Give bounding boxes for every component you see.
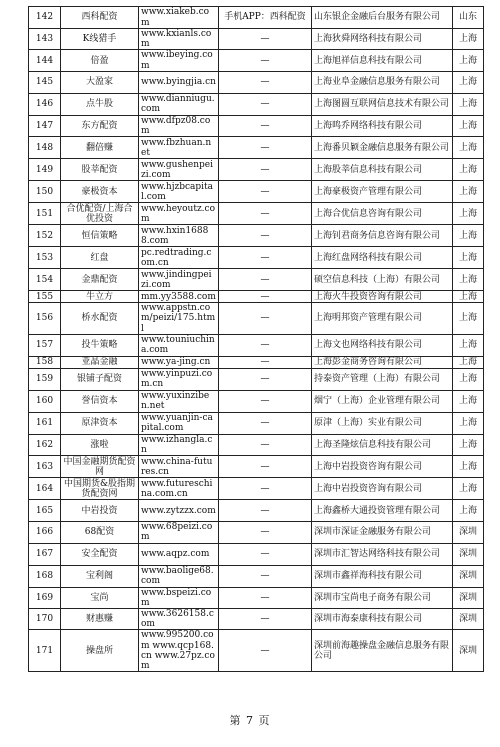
region-cell: 上海: [453, 456, 484, 478]
platform-name-cell: K线猎手: [61, 29, 139, 50]
website-cell: www.kxianls.com: [139, 29, 219, 50]
platform-name-cell: 银铺子配资: [61, 368, 139, 390]
region-cell: 上海: [453, 356, 484, 368]
company-name-cell: 深圳市宝尚电子商务有限公司: [312, 587, 453, 608]
table-row: [29, 115, 484, 136]
app-info-cell: —: [219, 269, 312, 291]
website-cell: www.yuxinziben.net: [139, 390, 219, 412]
website-cell: www.3626158.com: [139, 609, 219, 630]
table-row: [29, 303, 484, 335]
app-info-cell: —: [219, 115, 312, 136]
table-row: [29, 159, 484, 181]
platform-name-cell: 翻倍赚: [61, 137, 139, 159]
app-info-cell: —: [219, 356, 312, 368]
table-row: [29, 587, 484, 608]
region-cell: 上海: [453, 303, 484, 335]
row-number-cell: 150: [29, 181, 61, 203]
table-row: [29, 543, 484, 565]
table-row: [29, 390, 484, 412]
row-number-cell: 169: [29, 587, 61, 608]
company-name-cell: 上海明邦资产管理有限公司: [312, 303, 453, 335]
app-info-cell: —: [219, 71, 312, 93]
table-row: [29, 630, 484, 672]
row-number-cell: 151: [29, 203, 61, 225]
table-row: [29, 291, 484, 303]
row-number-cell: 158: [29, 356, 61, 368]
region-cell: 山东: [453, 7, 484, 29]
table-row: [29, 356, 484, 368]
row-number-cell: 163: [29, 456, 61, 478]
app-info-cell: —: [219, 434, 312, 455]
company-name-cell: 上海中岩投资咨询有限公司: [312, 478, 453, 500]
app-info-cell: —: [219, 456, 312, 478]
platform-name-cell: 涨啦: [61, 434, 139, 455]
region-cell: 上海: [453, 137, 484, 159]
row-number-cell: 147: [29, 115, 61, 136]
app-info-cell: —: [219, 93, 312, 115]
region-cell: 深圳: [453, 609, 484, 630]
company-name-cell: 上海狄舜网络科技有限公司: [312, 29, 453, 50]
table-row: [29, 93, 484, 115]
platform-name-cell: 桥水配资: [61, 303, 139, 335]
row-number-cell: 165: [29, 500, 61, 522]
platform-name-cell: 68配资: [61, 522, 139, 543]
website-cell: www.jindingpeizi.com: [139, 269, 219, 291]
platform-name-cell: 豪极资本: [61, 181, 139, 203]
table-row: [29, 71, 484, 93]
company-name-cell: 上海钊君商务信息咨询有限公司: [312, 225, 453, 247]
company-name-cell: 上海红盘网络科技有限公司: [312, 247, 453, 269]
website-cell: www.china-futures.cn: [139, 456, 219, 478]
table-row: [29, 225, 484, 247]
app-info-cell: —: [219, 303, 312, 335]
company-name-cell: 上海业阜金融信息服务有限公司: [312, 71, 453, 93]
platform-name-cell: 中岩投资: [61, 500, 139, 522]
region-cell: 上海: [453, 50, 484, 71]
website-cell: pc.redtrading.com.cn: [139, 247, 219, 269]
region-cell: 深圳: [453, 522, 484, 543]
row-number-cell: 161: [29, 412, 61, 434]
company-name-cell: 硕空信息科技（上海）有限公司: [312, 269, 453, 291]
region-cell: 上海: [453, 412, 484, 434]
row-number-cell: 146: [29, 93, 61, 115]
table-row: [29, 522, 484, 543]
region-cell: 上海: [453, 390, 484, 412]
app-info-cell: 手机APP：西科配资: [219, 7, 312, 29]
app-info-cell: —: [219, 500, 312, 522]
company-name-cell: 深圳市鑫祥海科技有限公司: [312, 565, 453, 587]
website-cell: www.hjzbcapital.com: [139, 181, 219, 203]
page-number: 第 7 页: [229, 714, 271, 727]
region-cell: 上海: [453, 478, 484, 500]
company-name-cell: 山东银企金融后台服务有限公司: [312, 7, 453, 29]
app-info-cell: —: [219, 368, 312, 390]
company-name-cell: 上海火牛投资咨询有限公司: [312, 291, 453, 303]
region-cell: 上海: [453, 71, 484, 93]
platform-name-cell: 东方配资: [61, 115, 139, 136]
company-name-cell: 深圳市深证金融服务有限公司: [312, 522, 453, 543]
website-cell: www.yinpuzi.com.cn: [139, 368, 219, 390]
company-name-cell: 上海合优信息咨询有限公司: [312, 203, 453, 225]
company-name-cell: 上海文也网络科技有限公司: [312, 334, 453, 356]
region-cell: 深圳: [453, 565, 484, 587]
row-number-cell: 148: [29, 137, 61, 159]
website-cell: mm.yy3588.com: [139, 291, 219, 303]
website-cell: www.hxin16888.com: [139, 225, 219, 247]
app-info-cell: —: [219, 412, 312, 434]
app-info-cell: —: [219, 390, 312, 412]
platform-name-cell: 原津资本: [61, 412, 139, 434]
platform-name-cell: 合优配资/上海合优投资: [61, 203, 139, 225]
region-cell: 深圳: [453, 587, 484, 608]
row-number-cell: 156: [29, 303, 61, 335]
region-cell: 深圳: [453, 543, 484, 565]
app-info-cell: —: [219, 181, 312, 203]
website-cell: www.yuanjin-capital.com: [139, 412, 219, 434]
table-row: [29, 334, 484, 356]
row-number-cell: 154: [29, 269, 61, 291]
company-name-cell: 原津（上海）实业有限公司: [312, 412, 453, 434]
platform-name-cell: 中国金融期货配资网: [61, 456, 139, 478]
website-cell: www.gushenpeizi.com: [139, 159, 219, 181]
region-cell: 上海: [453, 368, 484, 390]
website-cell: www.xiakeb.com: [139, 7, 219, 29]
app-info-cell: —: [219, 522, 312, 543]
table-row: [29, 7, 484, 29]
app-info-cell: —: [219, 159, 312, 181]
company-name-cell: 上海豪极资产管理有限公司: [312, 181, 453, 203]
row-number-cell: 160: [29, 390, 61, 412]
table-row: [29, 50, 484, 71]
table-row: [29, 269, 484, 291]
row-number-cell: 170: [29, 609, 61, 630]
row-number-cell: 164: [29, 478, 61, 500]
website-cell: www.byingjia.cn: [139, 71, 219, 93]
company-name-cell: 上海图圆互联网信息技术有限公司: [312, 93, 453, 115]
row-number-cell: 145: [29, 71, 61, 93]
row-number-cell: 153: [29, 247, 61, 269]
row-number-cell: 167: [29, 543, 61, 565]
table-row: [29, 456, 484, 478]
platform-name-cell: 宝利阁: [61, 565, 139, 587]
row-number-cell: 171: [29, 630, 61, 672]
platform-name-cell: 恒信策略: [61, 225, 139, 247]
region-cell: 上海: [453, 269, 484, 291]
table-row: [29, 137, 484, 159]
app-info-cell: —: [219, 587, 312, 608]
company-name-cell: 持泰资产管理（上海）有限公司: [312, 368, 453, 390]
platform-name-cell: 誉信资本: [61, 390, 139, 412]
row-number-cell: 149: [29, 159, 61, 181]
company-name-cell: 烟宁（上海）企业管理有限公司: [312, 390, 453, 412]
company-name-cell: 上海股莘信息科技有限公司: [312, 159, 453, 181]
region-cell: 上海: [453, 247, 484, 269]
table-row: [29, 609, 484, 630]
table-row: [29, 434, 484, 455]
platform-name-cell: 宝尚: [61, 587, 139, 608]
platform-name-cell: 倍盈: [61, 50, 139, 71]
table-row: [29, 368, 484, 390]
table-row: [29, 247, 484, 269]
app-info-cell: —: [219, 247, 312, 269]
app-info-cell: —: [219, 50, 312, 71]
website-cell: www.ibeying.com: [139, 50, 219, 71]
row-number-cell: 157: [29, 334, 61, 356]
app-info-cell: —: [219, 334, 312, 356]
website-cell: www.appstn.com/peizi/175.html: [139, 303, 219, 335]
website-cell: www.baolige68.com: [139, 565, 219, 587]
platform-name-cell: 大盈家: [61, 71, 139, 93]
table-row: [29, 29, 484, 50]
row-number-cell: 142: [29, 7, 61, 29]
region-cell: 上海: [453, 29, 484, 50]
platform-name-cell: 红盘: [61, 247, 139, 269]
platform-name-cell: 投牛策略: [61, 334, 139, 356]
row-number-cell: 144: [29, 50, 61, 71]
table-row: [29, 203, 484, 225]
row-number-cell: 155: [29, 291, 61, 303]
app-info-cell: —: [219, 203, 312, 225]
company-name-cell: 深圳市汇智达网络科技有限公司: [312, 543, 453, 565]
table-row: [29, 412, 484, 434]
company-table-body: [29, 7, 484, 672]
platform-name-cell: 西科配资: [61, 7, 139, 29]
app-info-cell: —: [219, 543, 312, 565]
company-name-cell: 上海鑫桥大通投资管理有限公司: [312, 500, 453, 522]
row-number-cell: 162: [29, 434, 61, 455]
app-info-cell: —: [219, 565, 312, 587]
platform-name-cell: 亚晶金融: [61, 356, 139, 368]
region-cell: 上海: [453, 203, 484, 225]
row-number-cell: 143: [29, 29, 61, 50]
table-row: [29, 500, 484, 522]
app-info-cell: —: [219, 630, 312, 672]
platform-name-cell: 安全配资: [61, 543, 139, 565]
company-name-cell: 上海鸣乔网络科技有限公司: [312, 115, 453, 136]
row-number-cell: 168: [29, 565, 61, 587]
region-cell: 上海: [453, 500, 484, 522]
website-cell: www.995200.com www.qcp168.cn www.27pz.com: [139, 630, 219, 672]
platform-name-cell: 金鼎配资: [61, 269, 139, 291]
website-cell: www.ya-jing.cn: [139, 356, 219, 368]
website-cell: www.68peizi.com: [139, 522, 219, 543]
company-name-cell: 上海中岩投资咨询有限公司: [312, 456, 453, 478]
table-row: [29, 565, 484, 587]
region-cell: 上海: [453, 434, 484, 455]
row-number-cell: 152: [29, 225, 61, 247]
website-cell: www.bspeizi.com: [139, 587, 219, 608]
table-row: [29, 478, 484, 500]
company-name-cell: 上海彭金商务咨询有限公司: [312, 356, 453, 368]
region-cell: 上海: [453, 115, 484, 136]
app-info-cell: —: [219, 609, 312, 630]
region-cell: 上海: [453, 159, 484, 181]
platform-name-cell: 股莘配资: [61, 159, 139, 181]
region-cell: 上海: [453, 93, 484, 115]
region-cell: 上海: [453, 225, 484, 247]
website-cell: www.fbzhuan.net: [139, 137, 219, 159]
website-cell: www.dianniugu.com: [139, 93, 219, 115]
app-info-cell: —: [219, 225, 312, 247]
table-row: [29, 181, 484, 203]
region-cell: 上海: [453, 334, 484, 356]
website-cell: www.touniuchina.com: [139, 334, 219, 356]
website-cell: www.heyoutz.com: [139, 203, 219, 225]
row-number-cell: 166: [29, 522, 61, 543]
company-name-cell: 深圳前海趣操盘金融信息服务有限公司: [312, 630, 453, 672]
website-cell: www.izhangla.cn: [139, 434, 219, 455]
company-table: [28, 6, 484, 672]
platform-name-cell: 操盘所: [61, 630, 139, 672]
platform-name-cell: 财惠赚: [61, 609, 139, 630]
company-name-cell: 上海圣隆炫信息科技有限公司: [312, 434, 453, 455]
platform-name-cell: 牛立方: [61, 291, 139, 303]
website-cell: www.zytzzx.com: [139, 500, 219, 522]
company-name-cell: 上海番贝颖金融信息服务有限公司: [312, 137, 453, 159]
platform-name-cell: 点牛股: [61, 93, 139, 115]
row-number-cell: 159: [29, 368, 61, 390]
region-cell: 上海: [453, 181, 484, 203]
app-info-cell: —: [219, 137, 312, 159]
app-info-cell: —: [219, 291, 312, 303]
website-cell: www.futureschina.com.cn: [139, 478, 219, 500]
platform-name-cell: 中国期货&股指期货配资网: [61, 478, 139, 500]
region-cell: 深圳: [453, 630, 484, 672]
company-name-cell: 上海旭祥信息科技有限公司: [312, 50, 453, 71]
company-name-cell: 深圳市海泰康科技有限公司: [312, 609, 453, 630]
region-cell: 上海: [453, 291, 484, 303]
app-info-cell: —: [219, 29, 312, 50]
website-cell: www.aqpz.com: [139, 543, 219, 565]
website-cell: www.dfpz08.com: [139, 115, 219, 136]
app-info-cell: —: [219, 478, 312, 500]
